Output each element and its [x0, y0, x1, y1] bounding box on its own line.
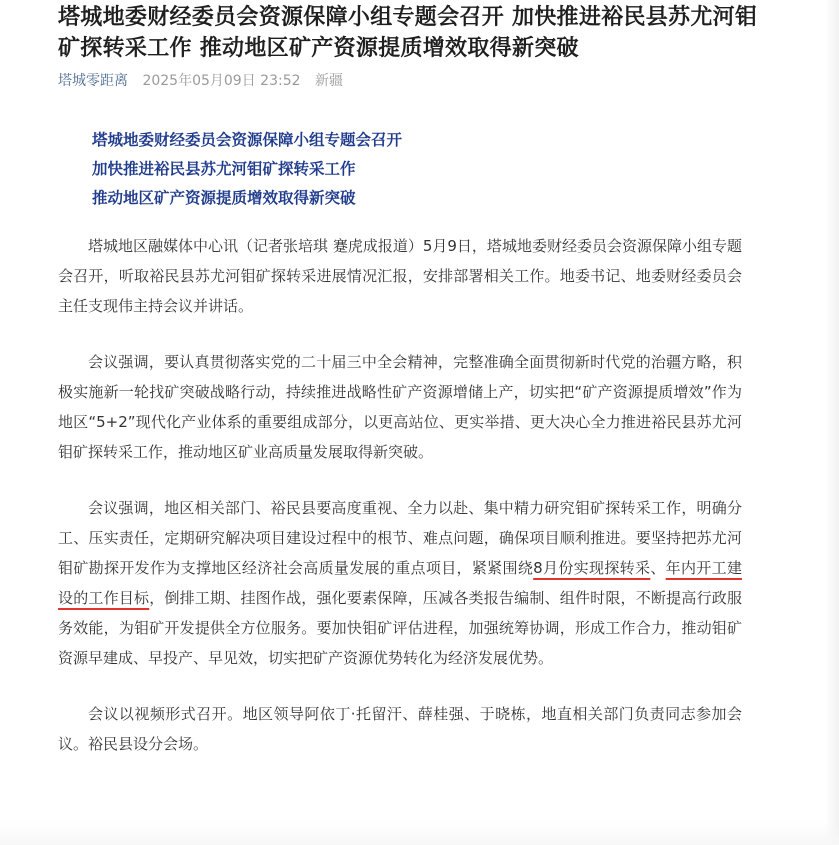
paragraph-meeting-emphasis-2 — [58, 493, 742, 673]
article-datetime: 2025年05月09日 23:52 — [142, 73, 301, 89]
subtitle-line-2: 加快推进裕民县苏尤河钼矿探转采工作 — [92, 160, 356, 178]
article-title: 塔城地委财经委员会资源保障小组专题会召开 加快推进裕民县苏尤河钼矿探转采工作 推动地区矿产资源提质增效取得新突破 — [58, 5, 758, 61]
bottom-fade — [0, 821, 839, 845]
article-location: 新疆 — [314, 73, 343, 89]
article-body — [58, 231, 742, 759]
subtitle-block — [58, 127, 758, 211]
subtitle-line-1: 塔城地委财经委员会资源保障小组专题会召开 — [92, 131, 403, 149]
highlighted-goal-1: 8月份实现探转采 — [533, 559, 651, 577]
paragraph-text: 、 — [650, 559, 666, 577]
paragraph-meeting-format: 会议以视频形式召开。地区领导阿依丁·托留汗、薛桂强、于晓栋，地直相关部门负责同志参加会议。裕民县设分会场。 — [58, 705, 742, 753]
article-meta — [58, 71, 758, 91]
paragraph-text: 会议强调，地区相关部门、裕民县要高度重视、全力以赴、集中精力研究钼矿探转采工作，明确分工、压实责任，定期研究解决项目建设过程中的根节、难点问题，确保项目顺利推进。要坚持把苏尤河钼矿勘探开发作为支撑地区经济社会高质量发展的重点项目，紧紧围绕 — [58, 499, 742, 577]
subtitle-line-3: 推动地区矿产资源提质增效取得新突破 — [92, 189, 356, 207]
page-edge-shadow — [825, 0, 839, 845]
paragraph-text: ，倒排工期、挂图作战，强化要素保障，压减各类报告编制、组件时限，不断提高行政服务效能，为钼矿开发提供全方位服务。要加快钼矿评估进程，加强统筹协调，形成工作合力，推动钼矿资源早建成、早投产、早见效，切实把矿产资源优势转化为经济发展优势。 — [58, 589, 742, 667]
paragraph-meeting-emphasis-1: 会议强调，要认真贯彻落实党的二十届三中全会精神，完整准确全面贯彻新时代党的治疆方略，积极实施新一轮找矿突破战略行动，持续推进战略性矿产资源增储上产，切实把“矿产资源提质增效”作为地区“5+2”现代化产业体系的重要组成部分，以更高站位、更实举措、更大决心全力推进裕民县苏尤河钼矿探转采工作，推动地区矿业高质量发展取得新突破。 — [58, 353, 742, 461]
article — [58, 0, 758, 785]
paragraph-lead: 塔城地区融媒体中心讯（记者张培琪 蹇虎成报道）5月9日，塔城地委财经委员会资源保障小组专题会召开，听取裕民县苏尤河钼矿探转采进展情况汇报，安排部署相关工作。地委书记、地委财经委员会主任支现伟主持会议并讲话。 — [58, 237, 742, 315]
article-source-link[interactable]: 塔城零距离 — [58, 73, 128, 89]
highlighted-goal-2: 年内开工建设的工作目标 — [58, 559, 742, 607]
